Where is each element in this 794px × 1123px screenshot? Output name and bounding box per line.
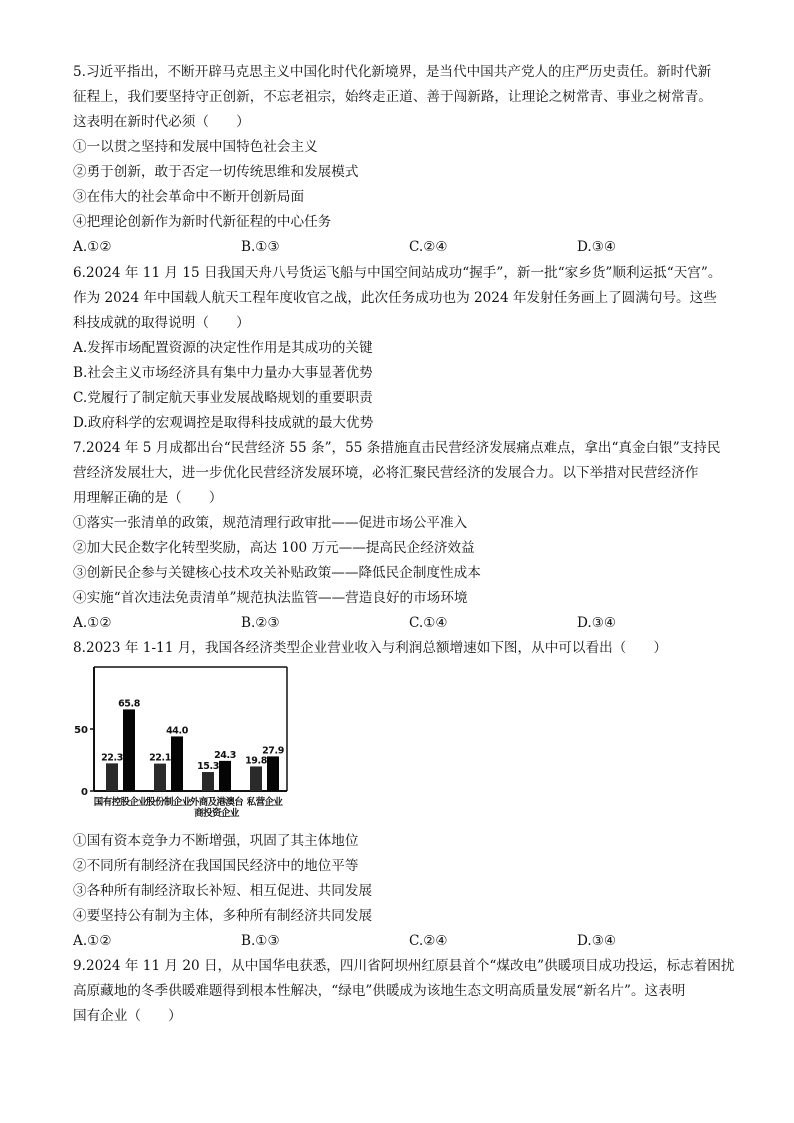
q8-option-a[interactable]: A.①② [73, 933, 112, 949]
bar-value-label: 19.8 [245, 755, 267, 767]
bar-value-label: 44.0 [166, 725, 188, 737]
x-category-label: 外商及港澳台 [189, 797, 244, 808]
q7-option-d[interactable]: D.③④ [577, 615, 617, 631]
x-category-label: 股份制企业 [146, 797, 191, 808]
x-category-label: 私营企业 [246, 797, 283, 808]
bar-value-label: 22.1 [149, 752, 171, 764]
q8-item-3: ③各种所有制经济取长补短、相互促进、共同发展 [73, 883, 373, 899]
bar-profit-1 [171, 736, 183, 791]
q8-bar-chart [73, 661, 313, 823]
q5-option-c[interactable]: C.②④ [409, 239, 448, 255]
q6-choice-d[interactable]: D.政府科学的宏观调控是取得科技成就的最大优势 [73, 415, 374, 431]
q7-item-1: ①落实一张清单的政策，规范清理行政审批——促进市场公平准入 [73, 515, 468, 531]
bar-value-label: 27.9 [262, 745, 284, 757]
q8-options [73, 932, 633, 950]
q5-stem-line-1: 5.习近平指出，不断开辟马克思主义中国化时代化新境界，是当代中国共产党人的庄严历史责任。新时代新 [73, 64, 712, 80]
q5-item-4: ④把理论创新作为新时代新征程的中心任务 [73, 214, 332, 230]
q5-option-d[interactable]: D.③④ [577, 239, 617, 255]
bar-revenue-2 [202, 772, 214, 791]
q7-stem-line-1: 7.2024 年 5 月成都出台“民营经济 55 条”，55 条措施直击民营经济发展痛点难点，拿出“真金白银”支持民 [73, 440, 721, 456]
q5-stem-line-3: 这表明在新时代必须（ ） [73, 114, 250, 130]
bar-value-label: 22.3 [101, 752, 123, 764]
bar-revenue-3 [250, 766, 262, 791]
bar-value-label: 15.3 [197, 761, 219, 773]
q5-item-3: ③在伟大的社会革命中不断开创新局面 [73, 189, 305, 205]
q5-stem-line-2: 征程上，我们要坚持守正创新，不忘老祖宗，始终走正道、善于闯新路，让理论之树常青、事业之树常青。 [73, 89, 712, 105]
q7-options [73, 614, 633, 632]
q5-item-2: ②勇于创新，敢于否定一切传统思维和发展模式 [73, 164, 359, 180]
q6-choice-a[interactable]: A.发挥市场配置资源的决定性作用是其成功的关键 [73, 340, 373, 356]
q7-stem-line-3: 用理解正确的是（ ） [73, 490, 223, 506]
bar-value-label: 24.3 [214, 749, 236, 761]
q8-item-1: ①国有资本竞争力不断增强，巩固了其主体地位 [73, 833, 359, 849]
q7-stem-line-2: 营经济发展壮大，进一步优化民营经济发展环境，必将汇聚民营经济的发展合力。以下举措对民营经济作 [73, 465, 699, 481]
y-tick-label: 0 [81, 787, 88, 798]
q8-stem-line-1: 8.2023 年 1-11 月，我国各经济类型企业营业收入与利润总额增速如下图，从中可以看出（ ） [73, 640, 668, 656]
q9-stem-line-3: 国有企业（ ） [73, 1008, 182, 1024]
x-category-label: 国有控股企业 [93, 797, 148, 808]
q8-item-2: ②不同所有制经济在我国国民经济中的地位平等 [73, 858, 359, 874]
q8-item-4: ④要坚持公有制为主体，多种所有制经济共同发展 [73, 908, 373, 924]
q9-stem-line-1: 9.2024 年 11 月 20 日，从中国华电获悉，四川省阿坝州红原县首个“煤改电”供暖项目成功投运，标志着困扰 [73, 958, 735, 974]
bar-profit-2 [219, 761, 231, 791]
bar-revenue-0 [106, 763, 118, 791]
q6-stem-line-2: 作为 2024 年中国载人航天工程年度收官之战，此次任务成功也为 2024 年发射任务画上了圆满句号。这些 [73, 290, 717, 306]
bar-revenue-1 [154, 764, 166, 791]
q7-option-b[interactable]: B.②③ [241, 615, 280, 631]
q7-item-2: ②加大民企数字化转型奖励，高达 100 万元——提高民企经济效益 [73, 540, 475, 556]
q8-option-d[interactable]: D.③④ [577, 933, 617, 949]
bar-profit-3 [267, 756, 279, 791]
q8-option-b[interactable]: B.①③ [241, 933, 280, 949]
bar-value-label: 65.8 [118, 698, 140, 710]
q8-option-c[interactable]: C.②④ [409, 933, 448, 949]
q5-option-b[interactable]: B.①③ [241, 239, 280, 255]
x-category-label: 商投资企业 [194, 808, 239, 819]
q7-option-a[interactable]: A.①② [73, 615, 112, 631]
q9-stem-line-2: 高原藏地的冬季供暖难题得到根本性解决，“绿电”供暖成为该地生态文明高质量发展“新名片”。这表明 [73, 983, 686, 999]
q5-item-1: ①一以贯之坚持和发展中国特色社会主义 [73, 139, 318, 155]
q7-option-c[interactable]: C.①④ [409, 615, 448, 631]
q7-item-4: ④实施“首次违法免责清单”规范执法监管——营造良好的市场环境 [73, 590, 468, 606]
q6-choice-b[interactable]: B.社会主义市场经济具有集中力量办大事显著优势 [73, 365, 373, 381]
bar-profit-0 [123, 709, 135, 791]
q6-stem-line-3: 科技成就的取得说明（ ） [73, 315, 250, 331]
q5-option-a[interactable]: A.①② [73, 239, 112, 255]
y-tick-label: 50 [74, 725, 88, 736]
q7-item-3: ③创新民企参与关键核心技术攻关补贴政策——降低民企制度性成本 [73, 565, 481, 581]
q6-choice-c[interactable]: C.党履行了制定航天事业发展战略规划的重要职责 [73, 390, 373, 406]
q6-stem-line-1: 6.2024 年 11 月 15 日我国天舟八号货运飞船与中国空间站成功“握手”，新一批“家乡货”顺利运抵“天宫”。 [73, 265, 722, 281]
q5-options [73, 238, 633, 256]
